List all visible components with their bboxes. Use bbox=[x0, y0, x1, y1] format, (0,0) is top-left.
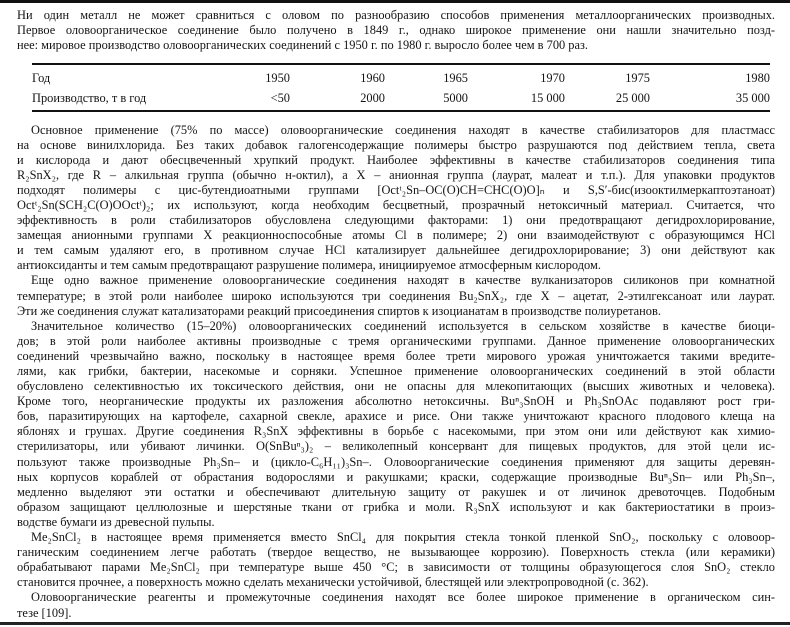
text-line: образом защищают целлюлозные и шерстяные ткани от грибка и моли. R₃SnX используют и как бактериостатики в произ- bbox=[17, 499, 775, 514]
year-cell: 1980 bbox=[745, 71, 770, 85]
intro-paragraph bbox=[17, 8, 775, 53]
text-line: ных корпусов кораблей от обрастания водорослями и ракушками; краски, содержащие производные Buⁿ₃Sn– или Ph₃Sn–, bbox=[17, 469, 775, 484]
year-cell: 1960 bbox=[360, 71, 385, 85]
text-line: обусловлено селективностью их токсического действия, они не опасны для млекопитающих (высших животных и человека). bbox=[17, 379, 775, 394]
text-line: тезе [109]. bbox=[17, 605, 72, 620]
text-line: стерилизаторы, или убивают личинки. O(SnBuⁿ₃)₂ – великолепный консервант для пищевых продуктов, для этой цели ис- bbox=[17, 439, 775, 454]
text-line: Кроме того, неорганические продукты их разложения абсолютно нетоксичны. Buⁿ₃SnOH и Ph₃SnOAc подавляют рост гри- bbox=[17, 394, 775, 409]
text-line: и тем самым удаляют его, в противном случае HCl катализирует дальнейшее дегидрохлорирование; 3) они действуют как bbox=[17, 243, 775, 258]
text-line: подходят полимеры с цис-бутендиоатными группами [Octᵗ₂Sn–OC(O)CH=CHC(O)O]ₙ и S,S′-бис(изооктилмеркаптоэтаноат) bbox=[17, 182, 775, 197]
production-cell: <50 bbox=[270, 91, 290, 105]
text-line: температуре; в этой роли наиболее широко используются три соединения Bu₂SnX₂, где X – ацетат, 2-этилгексаноат или лаурат. bbox=[17, 288, 775, 303]
production-cell: 35 000 bbox=[735, 91, 770, 105]
text-line: бов, паразитирующих на картофеле, сахарной свекле, арахисе и рисе. Они также уничтожают красного плодового клеща на bbox=[17, 409, 775, 424]
bottom-border bbox=[0, 622, 790, 625]
year-label: Год bbox=[32, 71, 51, 85]
year-cell: 1975 bbox=[625, 71, 650, 85]
text-line: эффективность в роли стабилизаторов обусловлена следующими факторами: 1) они предотвращают дегидрохлорирование, bbox=[17, 213, 775, 228]
body-text bbox=[17, 123, 775, 621]
text-line: на основе винилхлорида. Без таких добавок галогенсодержащие полимеры быстро разрушаются под действием тепла, света bbox=[17, 137, 775, 152]
text-line: соединений чрезвычайно важно, поскольку в настоящее время более трети мирового урожая уничтожается такими вредите- bbox=[17, 348, 775, 363]
table-row-production bbox=[32, 89, 770, 108]
production-cell: 25 000 bbox=[615, 91, 650, 105]
year-cell: 1965 bbox=[443, 71, 468, 85]
top-border bbox=[0, 0, 790, 3]
table-row-year bbox=[32, 69, 770, 88]
text-line: Me₂SnCl₂ в настоящее время применяется вместо SnCl₄ для покрытия стекла тонкой пленкой SnO₂, поскольку с оловоор- bbox=[31, 530, 775, 545]
text-line: Оловоорганические реагенты и промежуточные соединения находят все более широкое применение в органическом син- bbox=[31, 590, 775, 605]
text-line: Еще одно важное применение оловоорганические соединения находят в качестве вулканизаторов силиконов при комнатной bbox=[31, 273, 775, 288]
text-line: ганическим соединением легче работать (твердое вещество, не вызывающее коррозию). Поверхность стекла (или керамики) bbox=[17, 545, 775, 560]
production-cell: 15 000 bbox=[530, 91, 565, 105]
year-cell: 1970 bbox=[540, 71, 565, 85]
text-line: становится прочнее, а поверхность можно сделать механически устойчивой, блестящей или электропроводной (с. 362). bbox=[17, 575, 649, 590]
table-top-rule bbox=[32, 63, 770, 65]
text-line: замещая анионными группами X реакционноспособные атомы Cl в полимере; 2) они взаимодействуют с образующимся HCl bbox=[17, 228, 775, 243]
text-line: медленно выделяют эти остатки и обеспечивают длительную защиту от ракушек и от личинок древоточцев. Подобным bbox=[17, 484, 775, 499]
text-line: Первое оловоорганическое соединение было получено в 1849 г., однако широкое применение они нашли значительно позд- bbox=[17, 23, 775, 38]
text-line: антиоксиданты и тем самым предотвращают разрушение полимера, инициируемое атмосферным кислородом. bbox=[17, 258, 601, 273]
production-cell: 5000 bbox=[443, 91, 468, 105]
text-line: нее: мировое производство оловоорганических соединений с 1950 г. по 1980 г. выросло более чем в 700 раз. bbox=[17, 38, 588, 53]
text-line: Ни один металл не может сравниться с оловом по разнообразию способов применения металлоорганических производных. bbox=[17, 8, 775, 22]
year-cell: 1950 bbox=[265, 71, 290, 85]
production-cell: 2000 bbox=[360, 91, 385, 105]
table-bottom-rule bbox=[32, 110, 770, 112]
text-line: дов; в этой роли наиболее активны производные с тремя органическими группами. Данное применение оловоорганических bbox=[17, 333, 775, 348]
text-line: обрабатывают парами Me₂SnCl₂ при температуре выше 450 °C; в зависимости от толщины образующегося слоя SnO₂ стекло bbox=[17, 560, 775, 575]
text-line: Основное применение (75% по массе) оловоорганические соединения находят в качестве стабилизаторов для пластмасс bbox=[31, 122, 775, 137]
text-line: Octᵗ₂Sn(SCH₂C(O)OOctᵗ)₂; их используют, когда необходим бесцветный, прозрачный нетоксичный материал. Считается, что bbox=[17, 197, 775, 212]
text-line: лями, как грибки, бактерии, насекомые и сорняки. Успешное применение оловоорганических соединений в этой области bbox=[17, 364, 775, 378]
text-line: Эти же соединения служат катализаторами реакций присоединения спиртов к изоцианатам в производстве полиуретанов. bbox=[17, 303, 661, 318]
production-label: Производство, т в год bbox=[32, 91, 147, 105]
text-line: и кислорода и дают обесцвеченный хрупкий продукт. Наиболее эффективны в качестве стабилизаторов соединения типа bbox=[17, 152, 775, 167]
text-line: R₂SnX₂, где R – алкильная группа (обычно н-октил), а X – анионная группа (лаурат, малеат и т.п.). Для упаковки продуктов bbox=[17, 167, 775, 182]
text-line: водстве бумаги из древесной пульпы. bbox=[17, 514, 215, 529]
text-line: пользуют также производные Ph₃Sn– и (цикло-C₆H₁₁)₃Sn–. Оловоорганические соединения применяют для защиты деревян- bbox=[17, 454, 775, 469]
text-line: Значительное количество (15–20%) оловоорганических соединений используется в сельском хозяйстве в качестве биоци- bbox=[31, 318, 775, 333]
production-table bbox=[32, 63, 770, 112]
text-line: яблонях и грушах. Другие соединения R₃SnX эффективны в борьбе с насекомыми, при этом они или действуют как химио- bbox=[17, 424, 775, 439]
